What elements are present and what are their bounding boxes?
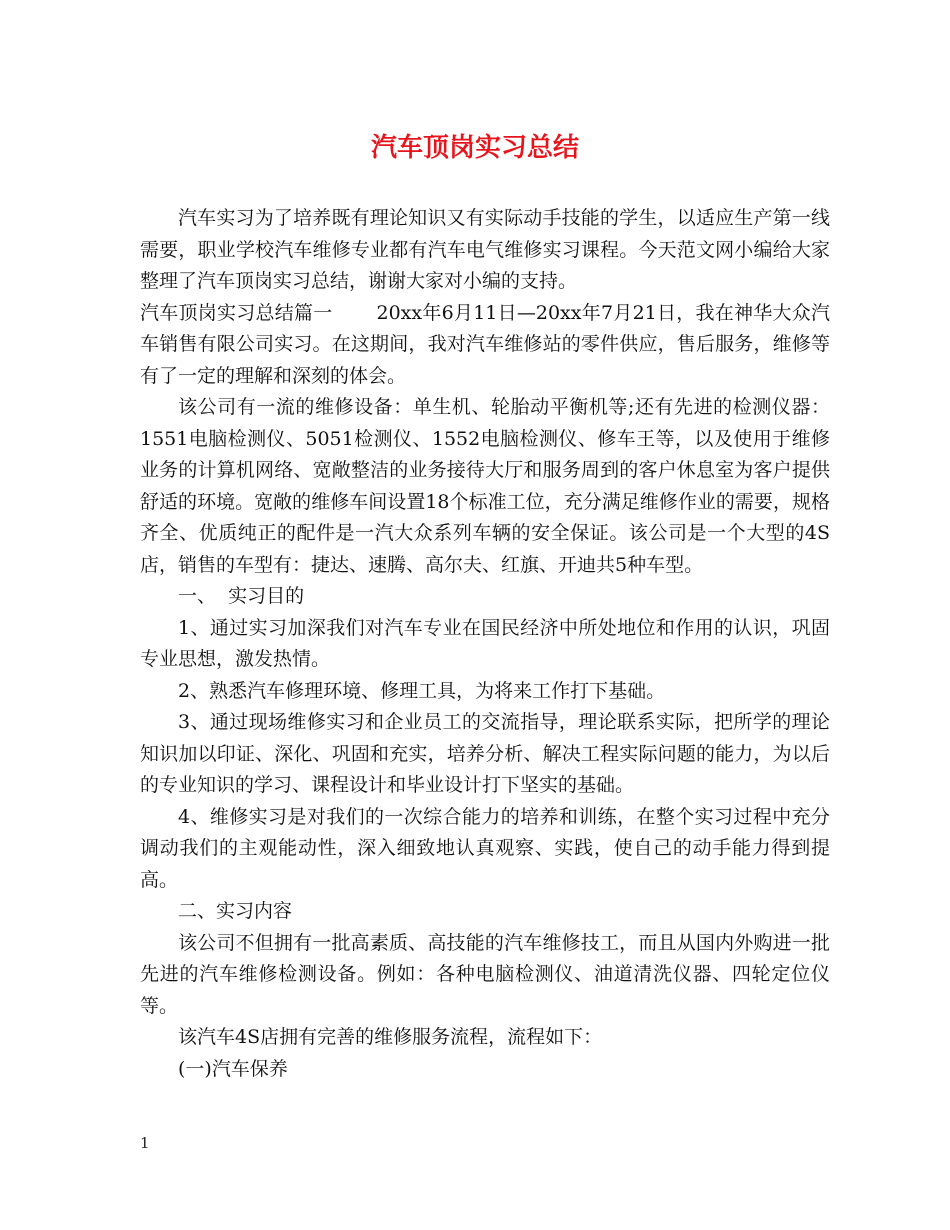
content-paragraph-1: 该公司不但拥有一批高素质、高技能的汽车维修技工，而且从国内外购进一批先进的汽车维修检测设备。例如：各种电脑检测仪、油道清洗仪器、四轮定位仪等。: [140, 931, 830, 1017]
content-paragraph-2: 该汽车4S店拥有完善的维修服务流程，流程如下：: [178, 1026, 603, 1048]
intro-paragraph: 汽车实习为了培养既有理论知识又有实际动手技能的学生，以适应生产第一线需要，职业学校汽车维修专业都有汽车电气维修实习课程。今天范文网小编给大家整理了汽车顶岗实习总结，谢谢大家对小编的支持。: [140, 207, 830, 292]
purpose-item-4: 4、维修实习是对我们的一次综合能力的培养和训练，在整个实习过程中充分调动我们的主观能动性，深入细致地认真观察、实践，使自己的动手能力得到提高。: [140, 805, 830, 891]
subheading-car-maintenance: (一)汽车保养: [178, 1057, 288, 1080]
document-body: [140, 203, 830, 1085]
page-number: 1: [140, 1134, 150, 1152]
heading-internship-purpose: 一、 实习目的: [178, 585, 305, 607]
section-one-text: 20xx年6月11日—20xx年7月21日，我在神华大众汽车销售有限公司实习。在这期间，我对汽车维修站的零件供应，售后服务，维修等有了一定的理解和深刻的体会。: [140, 301, 830, 387]
purpose-item-3: 3、通过现场维修实习和企业员工的交流指导，理论联系实际，把所学的理论知识加以印证、深化、巩固和充实，培养分析、解决工程实际问题的能力，为以后的专业知识的学习、课程设计和毕业设计打下坚实的基础。: [140, 711, 830, 796]
equipment-paragraph: 该公司有一流的维修设备：单生机、轮胎动平衡机等;还有先进的检测仪器：1551电脑检测仪、5051检测仪、1552电脑检测仪、修车王等，以及使用于维修业务的计算机网络、宽敞整洁的业务接待大厅和服务周到的客户休息室为客户提供舒适的环境。宽敞的维修车间设置18个标准工位，充分满足维修作业的需要，规格齐全、优质纯正的配件是一汽大众系列车辆的安全保证。该公司是一个大型的4S店，销售的车型有：捷达、速腾、高尔夫、红旗、开迪共5种车型。: [140, 396, 830, 576]
section-label: 汽车顶岗实习总结篇一: [140, 301, 333, 324]
document-title: 汽车顶岗实习总结: [370, 133, 579, 163]
purpose-item-2: 2、熟悉汽车修理环境、修理工具，为将来工作打下基础。: [178, 679, 666, 702]
purpose-item-1: 1、通过实习加深我们对汽车专业在国民经济中所处地位和作用的认识，巩固专业思想，激发热情。: [140, 616, 830, 670]
heading-internship-content: 二、实习内容: [178, 900, 293, 922]
section-one-paragraph: [140, 298, 830, 393]
